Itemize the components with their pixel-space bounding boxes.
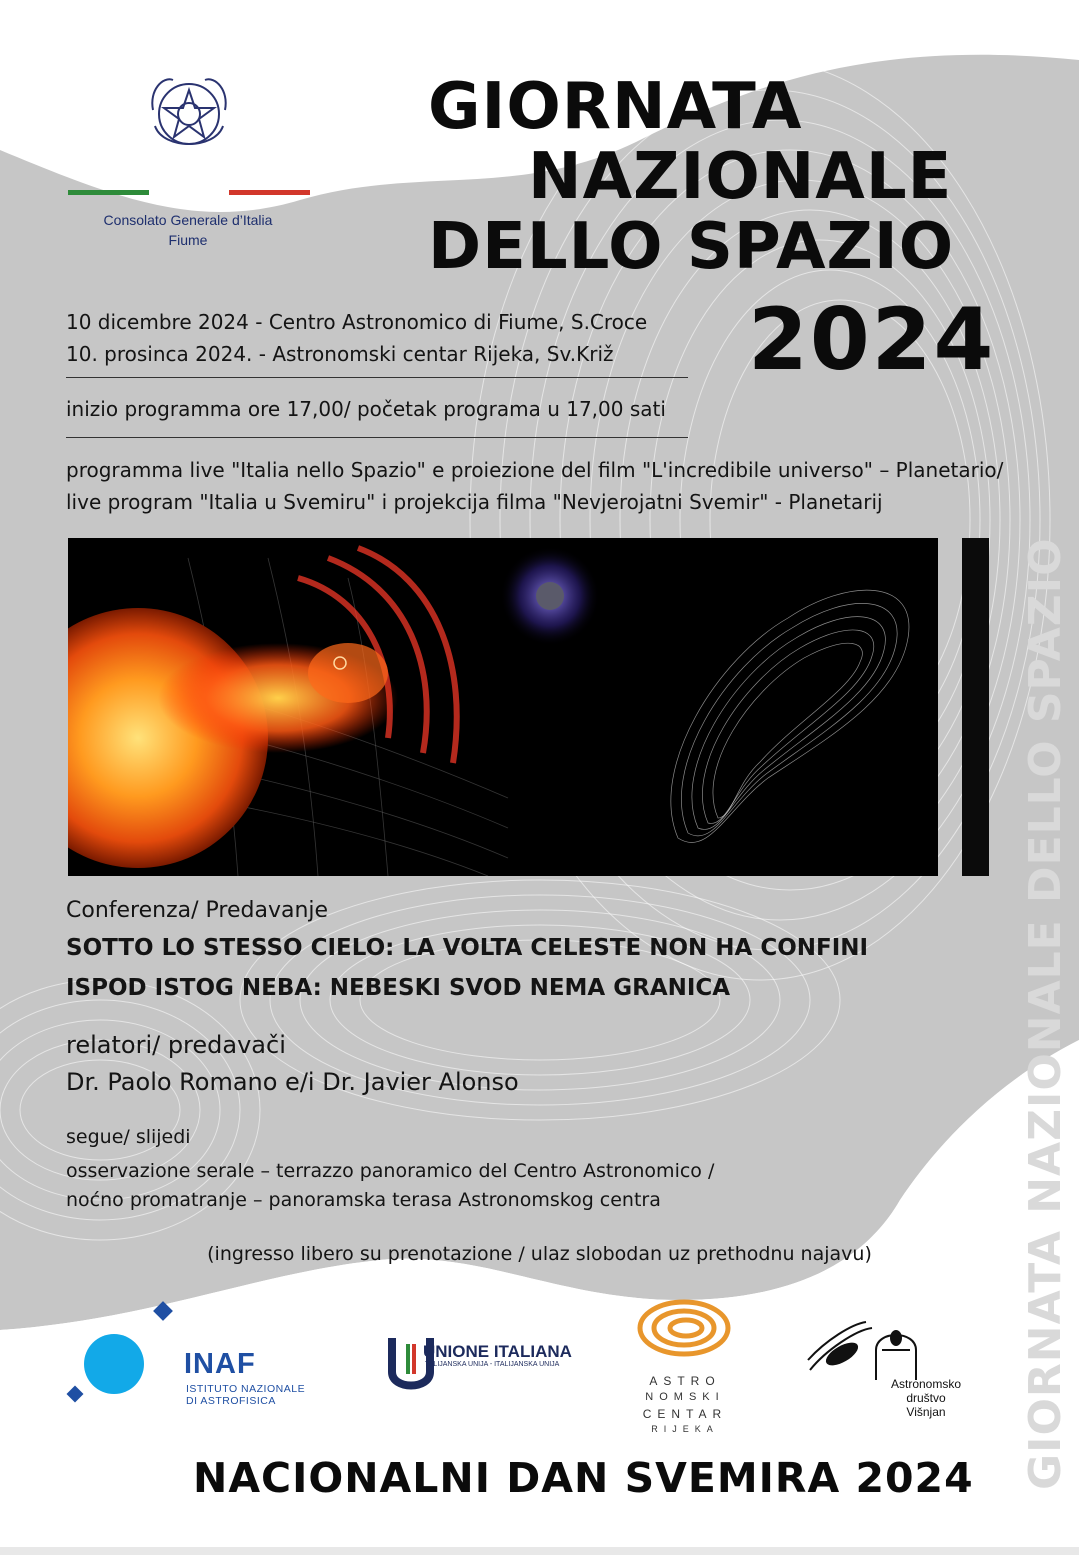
astro-centar-line-2: NOMSKI (645, 1391, 725, 1403)
inaf-logo-name: INAF (184, 1348, 256, 1380)
unione-italiana-name: UNIONE ITALIANA (423, 1342, 572, 1361)
inaf-logo-subtitle-2: DI ASTROFISICA (186, 1395, 276, 1407)
conference-label: Conferenza/ Predavanje (66, 898, 329, 923)
astro-centar-line-3: CENTAR (642, 1407, 728, 1421)
inaf-logo-subtitle-1: ISTITUTO NAZIONALE (186, 1383, 306, 1395)
program-description-italian: programma live "Italia nello Spazio" e proiezione del film "L'incredibile universo" – Planetario/ (66, 458, 1004, 482)
astro-centar-line-4: RIJEKA (651, 1424, 719, 1434)
unione-italiana-subtitle: TALIJANSKA UNIJA - ITALIJANSKA UNIJA (425, 1361, 560, 1368)
observation-croatian: noćno promatranje – panoramska terasa Astronomskog centra (66, 1189, 661, 1211)
program-description-croatian: live program "Italia u Svemiru" i projekcija filma "Nevjerojatni Svemir" - Planetarij (66, 490, 883, 514)
side-black-bar (962, 538, 989, 876)
event-date-italian: 10 dicembre 2024 - Centro Astronomico di Fiume, S.Croce (66, 310, 648, 334)
entry-note: (ingresso libero su prenotazione / ulaz slobodan uz prethodnu najavu) (207, 1243, 872, 1265)
drustvo-line-2: društvo (906, 1391, 946, 1405)
title-year: 2024 (748, 290, 996, 390)
astronomski-centar-logo-icon (634, 1290, 734, 1362)
program-start-time: inizio programma ore 17,00/ početak programa u 17,00 sati (66, 397, 666, 421)
conference-title-croatian: ISPOD ISTOG NEBA: NEBESKI SVOD NEMA GRANICA (66, 975, 731, 1001)
footer-title: NACIONALNI DAN SVEMIRA 2024 (193, 1454, 974, 1502)
astro-centar-line-1: ASTRO (649, 1374, 721, 1388)
divider (66, 437, 688, 438)
conference-title-italian: SOTTO LO STESSO CIELO: LA VOLTA CELESTE NON HA CONFINI (66, 935, 869, 961)
event-date-croatian: 10. prosinca 2024. - Astronomski centar Rijeka, Sv.Križ (66, 342, 614, 366)
title-line-3: DELLO SPAZIO (428, 210, 955, 284)
drustvo-line-3: Višnjan (906, 1405, 946, 1419)
italian-republic-emblem-icon (143, 70, 235, 162)
vertical-side-title: GIORNATA NAZIONALE DELLO SPAZIO (1020, 537, 1071, 1490)
inaf-logo-icon (64, 1298, 180, 1410)
observation-italian: osservazione serale – terrazzo panoramico del Centro Astronomico / (66, 1160, 715, 1182)
speakers-label: relatori/ predavači (66, 1031, 286, 1059)
divider (66, 377, 688, 378)
consulate-name: Consolato Generale d’Italia (103, 212, 273, 228)
hero-space-image (68, 538, 938, 876)
consulate-city: Fiume (168, 232, 208, 248)
speakers-names: Dr. Paolo Romano e/i Dr. Javier Alonso (66, 1068, 519, 1096)
drustvo-line-1: Astronomsko (890, 1377, 962, 1391)
title-line-1: GIORNATA (428, 70, 803, 144)
italian-flag-bar (68, 190, 310, 195)
title-line-2: NAZIONALE (528, 140, 953, 214)
follows-label: segue/ slijedi (66, 1126, 191, 1148)
